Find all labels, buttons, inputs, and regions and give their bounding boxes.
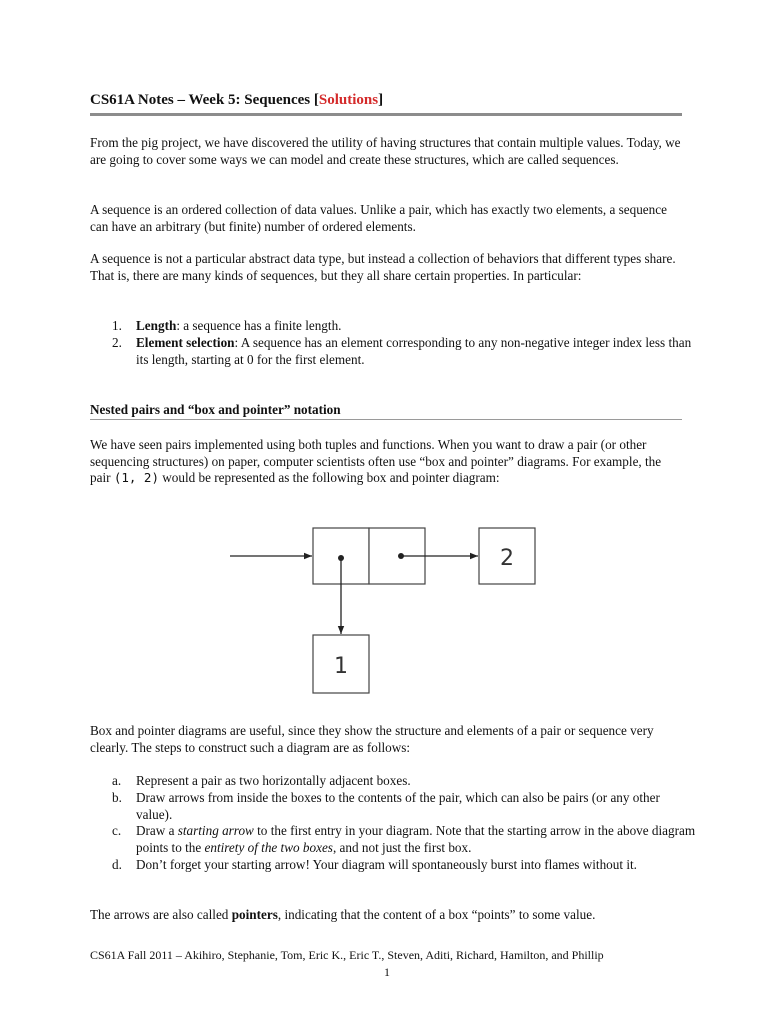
- value-1-label: 1: [334, 654, 348, 679]
- title-rule: [90, 113, 682, 116]
- property-element-selection: 2. Element selection: A sequence has an element corresponding to any non-negative integer index less than its length, starting at 0 for the first element.: [112, 335, 692, 367]
- box-intro-paragraph: We have seen pairs implemented using both tuples and functions. When you want to draw a pair (or other sequencing structures) on paper, computer scientists often use “box and pointer” diagrams. For example, the pair (1, 2) would be represented as the following box and pointer diagram:: [90, 437, 662, 486]
- section-rule: [90, 419, 682, 420]
- value-2-label: 2: [500, 546, 514, 571]
- pair-code: (1, 2): [113, 470, 159, 486]
- step-b: b. Draw arrows from inside the boxes to the contents of the pair, which can also be pairs (or any other value).: [112, 790, 660, 822]
- page-number: 1: [384, 965, 390, 979]
- box-pointer-diagram: [228, 524, 548, 700]
- step-c: c. Draw a starting arrow to the first entry in your diagram. Note that the starting arrow in the above diagram points to the entirety of the two boxes, and not just the first box.: [112, 823, 696, 855]
- section-heading: Nested pairs and “box and pointer” notation: [90, 402, 341, 417]
- step-a: a. Represent a pair as two horizontally adjacent boxes.: [112, 773, 411, 788]
- step-d: d. Don’t forget your starting arrow! Your diagram will spontaneously burst into flames without it.: [112, 857, 637, 872]
- definition-paragraph: A sequence is an ordered collection of data values. Unlike a pair, which has exactly two elements, a sequence can have an arbitrary (but finite) number of ordered elements.: [90, 202, 667, 234]
- page-footer: CS61A Fall 2011 – Akihiro, Stephanie, Tom, Eric K., Eric T., Steven, Aditi, Richard, Hamilton, and Phillip: [90, 948, 604, 962]
- intro-paragraph: From the pig project, we have discovered the utility of having structures that contain multiple values. Today, we are going to cover some ways we can model and create these structures, which are called sequences.: [90, 135, 681, 167]
- property-length: 1. Length: a sequence has a finite length.: [112, 318, 342, 333]
- pointers-paragraph: The arrows are also called pointers, indicating that the content of a box “points” to some value.: [90, 907, 596, 922]
- usefulness-paragraph: Box and pointer diagrams are useful, since they show the structure and elements of a pair or sequence very clearly. The steps to construct such a diagram are as follows:: [90, 723, 654, 755]
- page-title: CS61A Notes – Week 5: Sequences [Solutions]: [90, 92, 384, 108]
- abstract-paragraph: A sequence is not a particular abstract data type, but instead a collection of behaviors that different types share. That is, there are many kinds of sequences, but they all share certain properties. In particular:: [90, 251, 676, 283]
- solutions-label: Solutions: [318, 92, 379, 108]
